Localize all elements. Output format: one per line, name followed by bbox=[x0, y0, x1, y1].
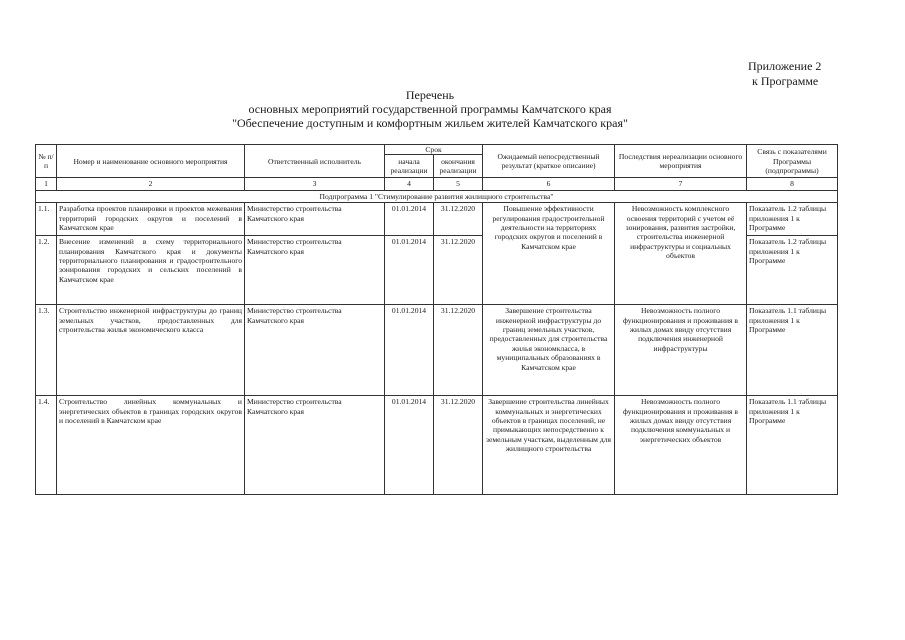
header-result: Ожидаемый непосредственный результат (краткое описание) bbox=[483, 145, 615, 178]
subprogram-title: Подпрограмма 1 "Стимулирование развития жилищного строительства" bbox=[36, 190, 838, 202]
appendix-caption bbox=[748, 59, 821, 89]
col-number: 8 bbox=[747, 178, 838, 190]
row-end: 31.12.2020 bbox=[434, 236, 483, 305]
header-num: № п/п bbox=[36, 145, 57, 178]
header-link: Связь с показателями Программы (подпрограммы) bbox=[747, 145, 838, 178]
title-line-2: основных мероприятий государственной программы Камчатского края bbox=[248, 102, 612, 116]
col-number: 2 bbox=[57, 178, 245, 190]
title-line-3: "Обеспечение доступным и комфортным жильем жителей Камчатского края" bbox=[232, 116, 628, 130]
row-num: 1.1. bbox=[36, 203, 57, 236]
col-number: 7 bbox=[615, 178, 747, 190]
row-executor: Министерство строительства Камчатского края bbox=[245, 203, 385, 236]
row-result: Повышение эффективности регулирования градостроительной деятельности на территориях городских округов и поселений в Камчатском крае bbox=[483, 203, 615, 305]
table-row bbox=[36, 396, 838, 495]
column-number-row bbox=[36, 178, 838, 190]
col-number: 1 bbox=[36, 178, 57, 190]
row-executor: Министерство строительства Камчатского края bbox=[245, 236, 385, 305]
col-number: 4 bbox=[385, 178, 434, 190]
row-executor: Министерство строительства Камчатского края bbox=[245, 305, 385, 396]
title-line-1: Перечень bbox=[405, 88, 455, 102]
row-start: 01.01.2014 bbox=[385, 396, 434, 495]
document-title bbox=[170, 88, 690, 130]
row-num: 1.4. bbox=[36, 396, 57, 495]
row-consequences: Невозможность комплексного освоения территорий с учетом её зонирования, развития застройки, строительства инженерной инфраструктуры и социальных объектов bbox=[615, 203, 747, 305]
appendix-line-2: к Программе bbox=[752, 74, 819, 88]
subprogram-row bbox=[36, 190, 838, 202]
header-row bbox=[36, 145, 838, 155]
row-executor: Министерство строительства Камчатского края bbox=[245, 396, 385, 495]
row-start: 01.01.2014 bbox=[385, 236, 434, 305]
row-consequences: Невозможность полного функционирования и проживания в жилых домах ввиду отсутствия подключения инженерной инфраструктуры bbox=[615, 305, 747, 396]
row-end: 31.12.2020 bbox=[434, 305, 483, 396]
header-consequences: Последствия нереализации основного мероприятия bbox=[615, 145, 747, 178]
row-end: 31.12.2020 bbox=[434, 396, 483, 495]
row-name: Внесение изменений в схему территориального планирования Камчатского края и документы территориального планирования и градостроительного зонирования городских и сельских поселений в Камчатском крае bbox=[57, 236, 245, 305]
row-end: 31.12.2020 bbox=[434, 203, 483, 236]
table-row bbox=[36, 305, 838, 396]
row-link: Показатель 1.2 таблицы приложения 1 к Программе bbox=[747, 203, 838, 236]
row-consequences: Невозможность полного функционирования и проживания в жилых домах ввиду отсутствия подключения коммунальных и энергетических объектов bbox=[615, 396, 747, 495]
col-number: 5 bbox=[434, 178, 483, 190]
row-num: 1.3. bbox=[36, 305, 57, 396]
table-row bbox=[36, 203, 838, 236]
header-term: Срок bbox=[385, 145, 483, 155]
header-executor: Ответственный исполнитель bbox=[245, 145, 385, 178]
header-name: Номер и наименование основного мероприятия bbox=[57, 145, 245, 178]
row-link: Показатель 1.2 таблицы приложения 1 к Программе bbox=[747, 236, 838, 305]
row-name: Разработка проектов планировки и проектов межевания территорий городских округов и поселений в Камчатском крае bbox=[57, 203, 245, 236]
measures-table bbox=[35, 144, 838, 495]
col-number: 6 bbox=[483, 178, 615, 190]
row-name: Строительство инженерной инфраструктуры до границ земельных участков, предоставленных для строительства жилья экономического класса bbox=[57, 305, 245, 396]
row-num: 1.2. bbox=[36, 236, 57, 305]
row-result: Завершение строительства инженерной инфраструктуры до границ земельных участков, предоставленных для строительства жилья экономкласса, в муниципальных образованиях в Камчатском крае bbox=[483, 305, 615, 396]
col-number: 3 bbox=[245, 178, 385, 190]
header-start: начала реализации bbox=[385, 155, 434, 178]
row-result: Завершение строительства линейных коммунальных и энергетических объектов в границах поселений, не примыкающих непосредственно к земельным участкам, выделенным для жилищного строительства bbox=[483, 396, 615, 495]
row-link: Показатель 1.1 таблицы приложения 1 к Программе bbox=[747, 305, 838, 396]
row-start: 01.01.2014 bbox=[385, 305, 434, 396]
row-start: 01.01.2014 bbox=[385, 203, 434, 236]
appendix-line-1: Приложение 2 bbox=[748, 59, 822, 73]
row-link: Показатель 1.1 таблицы приложения 1 к Программе bbox=[747, 396, 838, 495]
row-name: Строительство линейных коммунальных и энергетических объектов в границах городских округов и поселений в Камчатском крае bbox=[57, 396, 245, 495]
header-end: окончания реализации bbox=[434, 155, 483, 178]
